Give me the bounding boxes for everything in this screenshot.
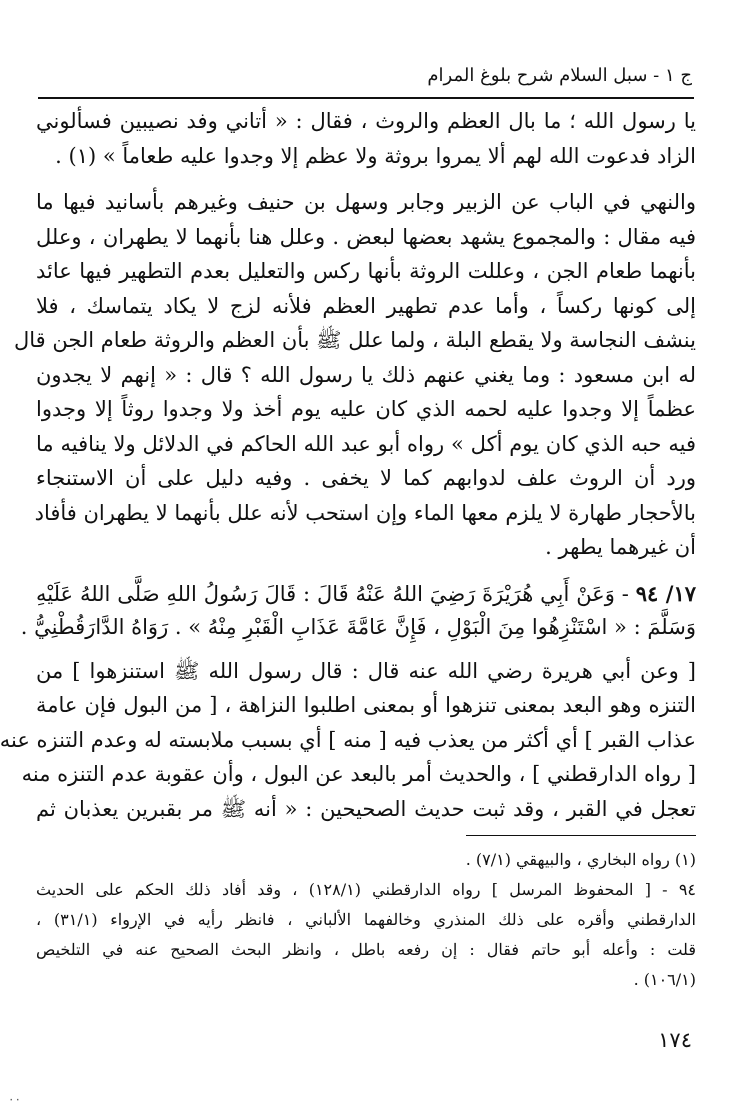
hadith-number: ١٧/ ٩٤ [635,580,696,606]
text-line: عذاب القبر ] أي أكثر من يعذب فيه [ منه ] أي بسبب ملابسته له وعدم التنزه عنه [0,727,696,752]
text-line: [ رواه الدارقطني ] ، والحديث أمر بالبعد عن البول ، وأن عقوبة عدم التنزه منه [21,762,696,786]
text-line: إلى كونها ركساً ، وأما عدم تطهير العظم فلأنه لزج لا يكاد يتماسك ، فلا [36,293,696,318]
hadith-text: - وَعَنْ أَبِي هُرَيْرَةَ رَضِيَ اللهُ عَنْهُ قَالَ : قَالَ رَسُولُ اللهِ صَلَّى اللهُ عَلَيْهِ [36,581,629,606]
text-line: عظماً إلا وجدوا عليه لحمه الذي كان عليه يوم أخذ ولا وجدوا روثاً إلا وجدوا [36,397,696,421]
text-line: تعجل في القبر ، وقد ثبت حديث الصحيحين : « أنه ﷺ مر بقبرين يعذبان ثم [36,796,696,821]
header-title: ج ١ - سبل السلام شرح بلوغ المرام [427,65,692,86]
main-text [0,104,696,826]
running-header [40,58,692,94]
text-line: ينشف النجاسة ولا يقطع البلة ، ولما علل ﷺ بأن العظم والروثة طعام الجن قال [13,328,696,352]
footnote-rule [466,835,696,836]
page-number: ١٧٤ [658,1028,692,1052]
footnote-line: الدارقطني وأقره على ذلك المنذري وخالفهما الألباني ، فانظر رأيه في الإرواء (٣١/١) ، [36,910,697,929]
text-line: والنهي في الباب عن الزبير وجابر وسهل بن حنيف وغيرهم بأسانيد فيها ما [36,190,696,214]
paragraph [36,104,696,173]
commentary [0,654,696,827]
hadith-line: وَسَلَّمَ : « اسْتَنْزِهُوا مِنَ الْبَوْلِ ، فَإِنَّ عَامَّةَ عَذَابِ الْقَبْرِ مِنْهُ » . رَوَاهُ الدَّارَقُطْنِيُّ . [20,614,696,639]
header-rule [38,97,694,99]
hadith-line [36,577,696,611]
text-line: أن غيرهما يطهر . [545,535,696,559]
footnotes [36,845,696,995]
paragraph [13,185,696,565]
hadith-block [20,577,696,644]
text-line: يا رسول الله ؛ ما بال العظم والروث ، فقال : « أتاني وفد نصيبين فسألوني [36,109,696,133]
text-line: بأنهما طعام الجن ، وعللت الروثة بأنها ركس والتعليل بعدم التطهير فيها عائد [36,259,696,283]
footnote-line: (١٠٦/١) . [633,970,696,989]
text-line: التنزه وهو البعد بمعنى تنزهوا أو بمعنى اطلبوا النزاهة ، [ من البول فإن عامة [36,693,696,717]
text-line: [ وعن أبي هريرة رضي الله عنه قال : قال رسول الله ﷺ استنزهوا ] من [36,658,696,683]
text-line: فيه حبه الذي كان يوم أكل » رواه أبو عبد الله الحاكم في الدلائل ولا ينافيه ما [36,431,696,456]
corner-mark: ٠٠ [8,1092,21,1106]
text-line: له ابن مسعود : وما يغني عنهم ذلك يا رسول الله ؟ قال : « إنهم لا يجدون [36,362,696,387]
text-line: الزاد فدعوت الله لهم ألا يمروا بروثة ولا عظم إلا وجدوا عليه طعاماً » (١) . [55,143,696,168]
footnote-line: قلت : وأعله أبو حاتم فقال : إن رفعه باطل ، وانظر البحث الصحيح عنه في التلخيص [36,940,696,959]
footnote-line: ٩٤ - [ المحفوظ المرسل ] رواه الدارقطني (١٢٨/١) ، وقد أفاد ذلك الحكم على الحديث [36,880,696,899]
text-line: ورد أن الروث علف لدوابهم كما لا يخفى . وفيه دليل على أن الاستنجاء [36,466,696,490]
text-line: بالأحجار طهارة لا يلزم معها الماء وإن استحب لأنه علل بأنهما لا يطهران فأفاد [34,500,696,525]
text-line: فيه مقال : والمجموع يشهد بعضها لبعض . وعلل هنا بأنهما لا يطهران ، وعلل [36,224,696,249]
footnote-line: (١) رواه البخاري ، والبيهقي (٧/١) . [465,850,696,869]
